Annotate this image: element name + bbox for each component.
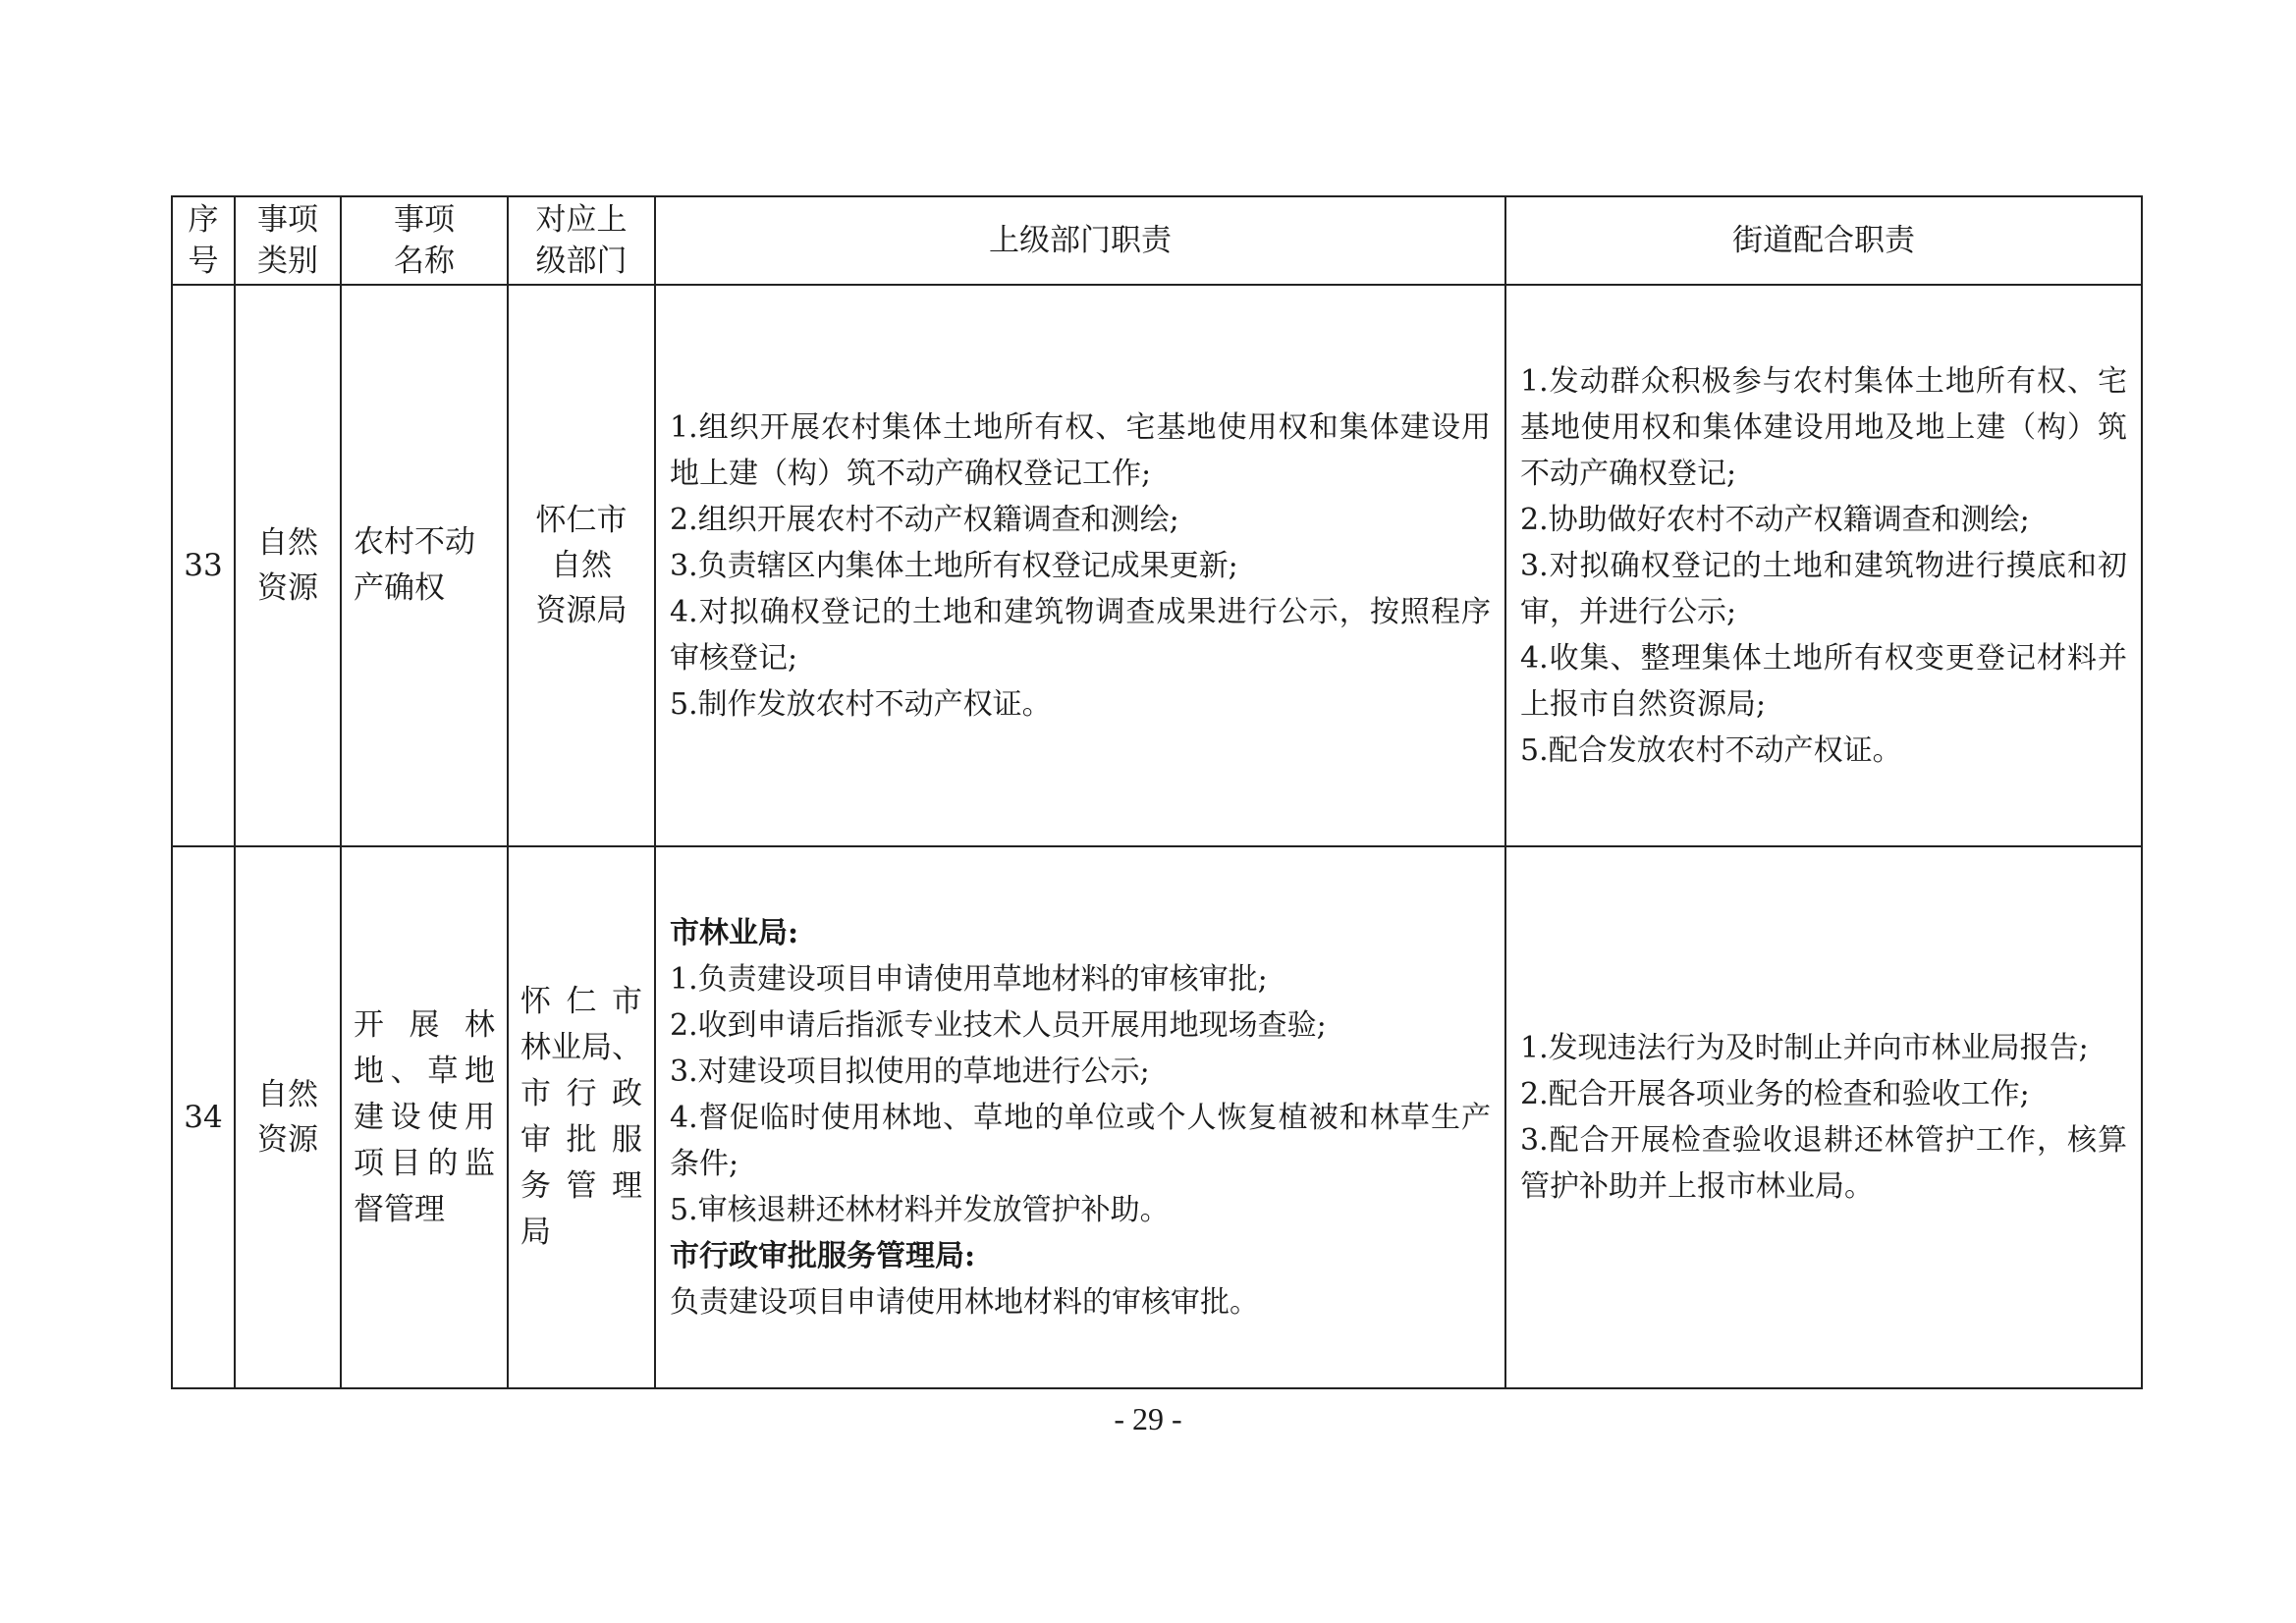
header-street-duties: 街道配合职责 xyxy=(1505,196,2142,285)
header-dept: 对应上 级部门 xyxy=(508,196,655,285)
row-dept: 怀仁市 林业局、 市行政 审批服 务管理 局 xyxy=(508,846,655,1388)
row-item-name: 开展林 地、草地 建设使用 项目的监 督管理 xyxy=(341,846,508,1388)
header-category: 事项 类别 xyxy=(235,196,341,285)
approval-bureau-heading: 市行政审批服务管理局: xyxy=(670,1238,976,1273)
header-row xyxy=(172,196,2142,285)
row-upper-duties: 市林业局: 1.负责建设项目申请使用草地材料的审核审批; 2.收到申请后指派专业技术人员开展用地现场查验; 3.对建设项目拟使用的草地进行公示; 4.督促临时使用林地、草地的单位或个人恢复植被和林草生产条件; 5.审核退耕还林材料并发放管护补助。 市行政审批服务管理局: 负责建设项目申请使用林地材料的审核审批。 xyxy=(655,846,1505,1388)
row-category: 自然 资源 xyxy=(235,846,341,1388)
row-upper-duties: 1.组织开展农村集体土地所有权、宅基地使用权和集体建设用地上建（构）筑不动产确权登记工作; 2.组织开展农村不动产权籍调查和测绘; 3.负责辖区内集体土地所有权登记成果更新; 4.对拟确权登记的土地和建筑物调查成果进行公示，按照程序审核登记; 5.制作发放农村不动产权证。 xyxy=(655,285,1505,846)
table-row xyxy=(172,846,2142,1388)
row-item-name: 农村不动 产确权 xyxy=(341,285,508,846)
header-index: 序 号 xyxy=(172,196,235,285)
page-number: - 29 - xyxy=(1114,1401,1182,1436)
row-street-duties: 1.发现违法行为及时制止并向市林业局报告; 2.配合开展各项业务的检查和验收工作; 3.配合开展检查验收退耕还林管护工作，核算管护补助并上报市林业局。 xyxy=(1505,846,2142,1388)
duties-table xyxy=(171,195,2143,1389)
row-index: 34 xyxy=(172,846,235,1388)
forestry-bureau-heading: 市林业局: xyxy=(670,915,799,950)
header-upper-duties: 上级部门职责 xyxy=(655,196,1505,285)
row-street-duties: 1.发动群众积极参与农村集体土地所有权、宅基地使用权和集体建设用地及地上建（构）筑不动产确权登记; 2.协助做好农村不动产权籍调查和测绘; 3.对拟确权登记的土地和建筑物进行摸底和初审，并进行公示; 4.收集、整理集体土地所有权变更登记材料并上报市自然资源局; 5.配合发放农村不动产权证。 xyxy=(1505,285,2142,846)
table-row xyxy=(172,285,2142,846)
header-name: 事项 名称 xyxy=(341,196,508,285)
row-index: 33 xyxy=(172,285,235,846)
row-category: 自然 资源 xyxy=(235,285,341,846)
row-dept: 怀仁市 自然 资源局 xyxy=(508,285,655,846)
